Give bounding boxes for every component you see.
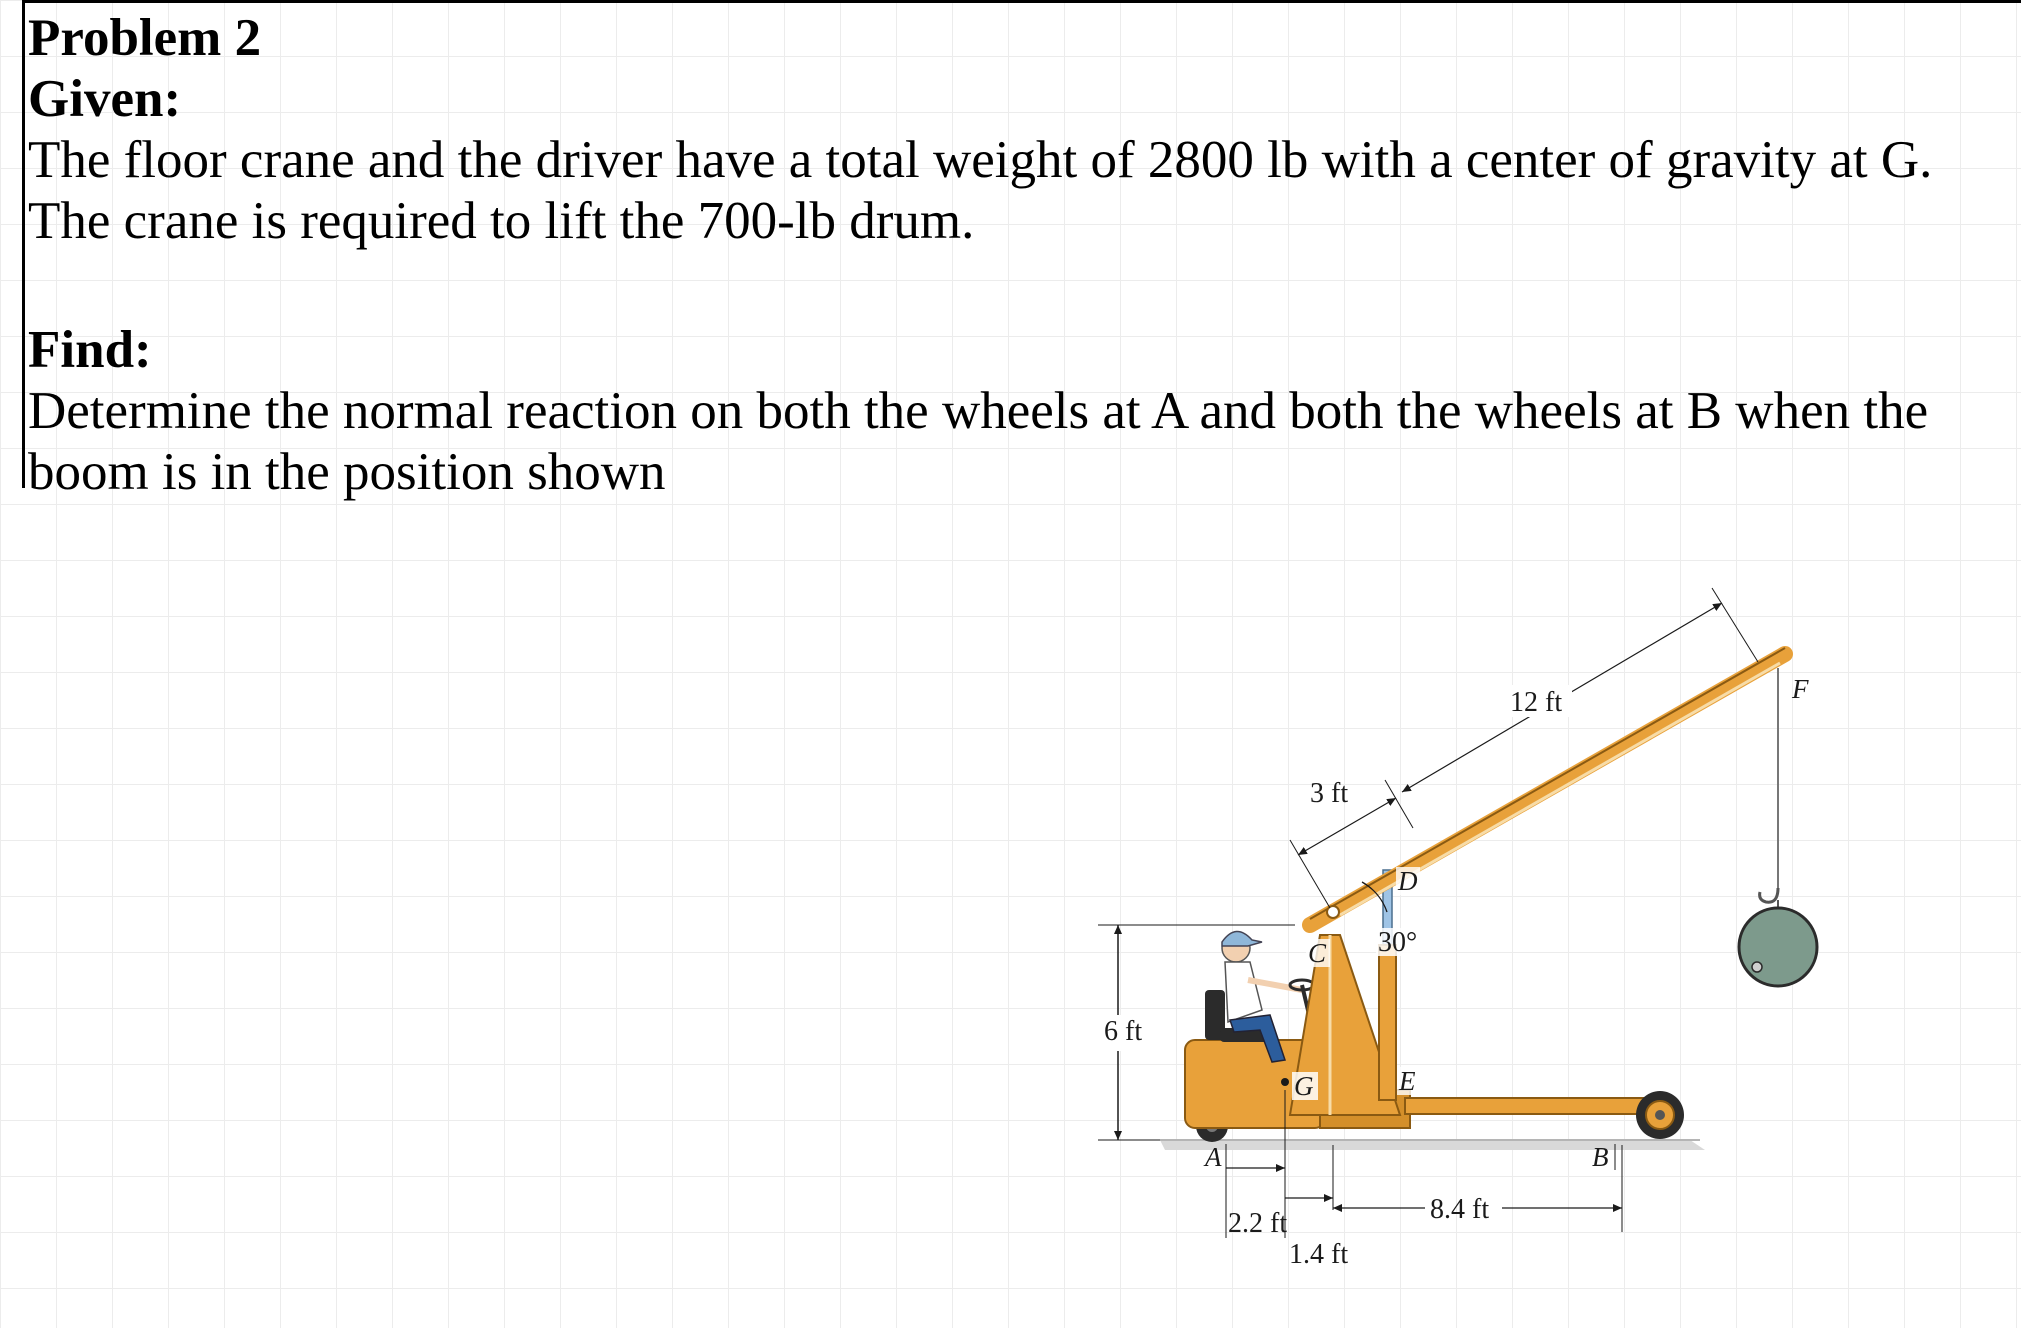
driver-body — [1225, 962, 1262, 1022]
dim-g-c-label: 1.4 ft — [1289, 1239, 1349, 1270]
label-a: A — [1205, 1142, 1222, 1172]
center-of-gravity-marker — [1281, 1078, 1289, 1086]
label-g: G — [1294, 1071, 1314, 1101]
base-beam — [1405, 1098, 1645, 1114]
boom-length-ext — [1712, 588, 1758, 662]
problem-statement — [28, 8, 2008, 503]
label-e: E — [1399, 1066, 1416, 1096]
given-heading: Given: — [28, 70, 182, 128]
wheel-b-hub — [1655, 1110, 1665, 1120]
driver-cap — [1222, 931, 1262, 946]
find-line-1: Determine the normal reaction on both the wheels at A and both the wheels at B when the — [28, 382, 1929, 440]
label-f: F — [1792, 674, 1809, 704]
label-d: D — [1398, 866, 1418, 896]
given-line-1: The floor crane and the driver have a total weight of 2800 lb with a center of gravity at G. — [28, 131, 1933, 189]
angle-label: 30° — [1378, 927, 1418, 958]
problem-title: Problem 2 — [28, 9, 262, 67]
boom-segment-ext-1 — [1290, 840, 1330, 908]
ground — [1160, 1140, 1705, 1150]
height-label: 6 ft — [1104, 1016, 1143, 1047]
find-heading: Find: — [28, 321, 152, 379]
find-line-2: boom is in the position shown — [28, 443, 666, 501]
boom-segment-label: 3 ft — [1310, 778, 1349, 809]
boom-length-label: 12 ft — [1510, 687, 1563, 718]
dim-a-g-label: 2.2 ft — [1228, 1208, 1288, 1239]
left-border — [22, 0, 25, 488]
boom-segment-ext-2 — [1385, 780, 1413, 828]
drum-cap — [1752, 962, 1762, 972]
drum — [1739, 908, 1817, 986]
crane-figure — [1040, 570, 1860, 1290]
label-b: B — [1592, 1142, 1609, 1172]
spacer — [28, 252, 2008, 320]
label-c: C — [1308, 938, 1327, 968]
given-line-2: The crane is required to lift the 700-lb drum. — [28, 192, 975, 250]
pin-c — [1327, 906, 1339, 918]
hook — [1760, 888, 1778, 902]
hydraulic-housing — [1379, 945, 1396, 1100]
top-border — [22, 0, 2021, 3]
dim-c-b-label: 8.4 ft — [1430, 1194, 1490, 1225]
